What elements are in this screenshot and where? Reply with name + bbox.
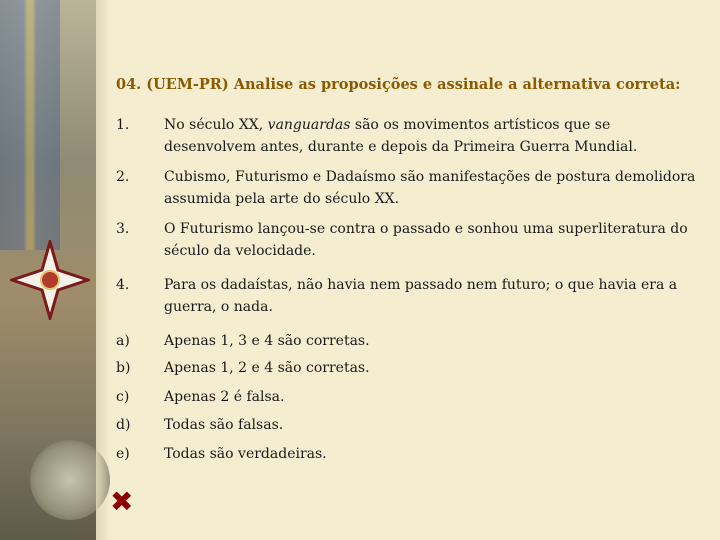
alternative-text: Apenas 1, 3 e 4 são corretas.: [164, 333, 370, 349]
proposition-number: 1.: [116, 117, 130, 133]
proposition-number: 4.: [116, 277, 130, 293]
proposition-2: [116, 166, 706, 210]
medal-ribbon-image: [0, 0, 60, 250]
alternative-b[interactable]: [116, 357, 706, 379]
proposition-3: [116, 218, 706, 262]
alternative-letter: e): [116, 446, 130, 462]
proposition-number: 2.: [116, 169, 130, 185]
proposition-italic-term: vanguardas: [267, 117, 351, 133]
proposition-4: [116, 274, 706, 315]
image-fade: [96, 0, 110, 540]
alternative-c[interactable]: [116, 386, 706, 408]
alternative-text: Apenas 2 é falsa.: [164, 389, 285, 405]
x-mark-icon[interactable]: ✖: [110, 485, 134, 518]
alternative-letter: d): [116, 417, 131, 433]
proposition-text: [164, 114, 704, 158]
alternative-text: Todas são falsas.: [164, 417, 284, 433]
alternative-letter: a): [116, 333, 130, 349]
alternative-letter: b): [116, 360, 131, 376]
alternative-text: Apenas 1, 2 e 4 são corretas.: [164, 360, 370, 376]
alternative-d[interactable]: [116, 414, 706, 436]
proposition-1: [116, 114, 706, 158]
proposition-number: 3.: [116, 221, 130, 237]
proposition-text: Cubismo, Futurismo e Dadaísmo são manifestações de postura demolidora assumida pela arte do século XX.: [164, 169, 696, 207]
alternative-letter: c): [116, 389, 130, 405]
question-title: 04. (UEM-PR) Analise as proposições e assinale a alternativa correta:: [116, 76, 681, 93]
proposition-text: Para os dadaístas, não havia nem passado nem futuro; o que havia era a guerra, o nada.: [164, 277, 678, 315]
proposition-text: O Futurismo lançou-se contra o passado e sonhou uma superliteratura do século da velocidade.: [164, 221, 688, 259]
alternative-text: Todas são verdadeiras.: [164, 446, 327, 462]
alternative-a[interactable]: [116, 330, 706, 352]
proposition-text-part: No século XX,: [164, 117, 268, 133]
medal-cross-icon: [10, 240, 90, 320]
proposition-text-part: são os movimentos artísticos que se desenvolvem antes, durante e depois da Primeira Guerra Mundial.: [164, 117, 638, 155]
alternative-e[interactable]: [116, 443, 706, 465]
